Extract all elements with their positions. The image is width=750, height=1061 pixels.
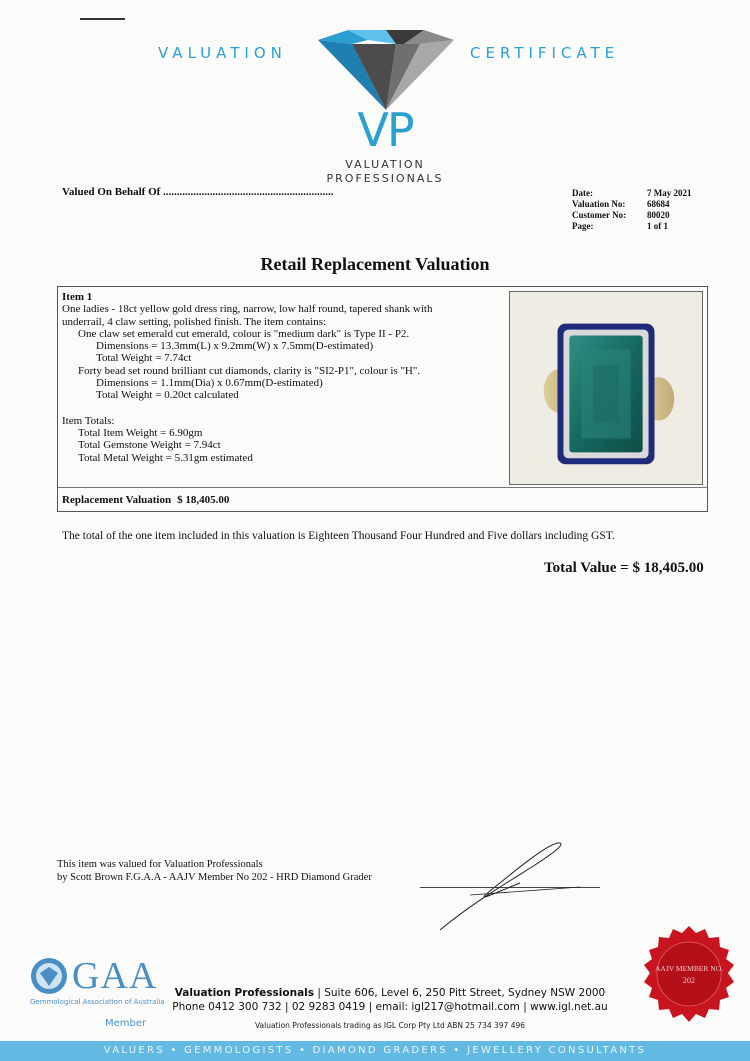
gaa-member: Member [105, 1018, 147, 1029]
summary-sentence: The total of the one item included in this valuation is Eighteen Thousand Four Hundred and Five dollars including GST. [62, 530, 615, 542]
meta-block [572, 188, 692, 232]
logo-subtitle-line1: VALUATION [345, 158, 425, 171]
valued-on-behalf: Valued On Behalf Of .............................................................. [62, 186, 334, 198]
meta-value: 68684 [647, 199, 670, 209]
header-certificate: CERTIFICATE [470, 44, 620, 62]
logo-subtitle [300, 158, 470, 186]
replacement-valuation [62, 494, 229, 506]
header-valuation: VALUATION [158, 44, 287, 62]
meta-row-date [572, 188, 692, 199]
gaa-subtitle: Gemmological Association of Australia [30, 998, 165, 1006]
signature-icon [430, 835, 600, 935]
total-value: Total Value = $ 18,405.00 [544, 560, 704, 576]
contact-phone-line: Phone 0412 300 732 | 02 9283 0419 | email: igl217@hotmail.com | www.igl.net.au [172, 1001, 608, 1013]
valuer-line1: This item was valued for Valuation Professionals [57, 859, 263, 870]
document-title: Retail Replacement Valuation [260, 254, 490, 274]
item-line: One ladies - 18ct yellow gold dress ring, narrow, low half round, tapered shank with [62, 303, 433, 316]
meta-row-customer-no [572, 210, 692, 221]
item-totals-label: Item Totals: [62, 414, 115, 427]
item-total: Total Metal Weight = 5.31gm estimated [78, 451, 253, 464]
item-line: Forty bead set round brilliant cut diamonds, clarity is "SI2-P1", colour is "H". [78, 364, 421, 377]
meta-value: 7 May 2021 [647, 188, 692, 198]
meta-value: 1 of 1 [647, 221, 668, 231]
meta-label: Page: [572, 221, 594, 231]
item-line: Total Weight = 0.20ct calculated [96, 389, 239, 402]
company-address: | Suite 606, Level 6, 250 Pitt Street, Sydney NSW 2000 [317, 987, 606, 999]
seal-number-text: 202 [683, 976, 695, 985]
item-total: Total Item Weight = 6.90gm [78, 426, 203, 439]
ring-photo [509, 291, 703, 485]
item-box-divider [58, 487, 707, 488]
logo-vp: VP [357, 103, 413, 157]
diamond-logo-icon [318, 30, 454, 110]
item-heading: Item 1 [62, 291, 93, 303]
item-line: Total Weight = 7.74ct [96, 352, 192, 365]
item-line: Dimensions = 1.1mm(Dia) x 0.67mm(D-estimated) [96, 377, 323, 390]
meta-label: Date: [572, 188, 593, 198]
seal-member-text: AAJV MEMBER NO. [655, 964, 723, 973]
meta-row-valuation-no [572, 199, 692, 210]
item-line: Dimensions = 13.3mm(L) x 9.2mm(W) x 7.5mm(D-estimated) [96, 340, 374, 353]
meta-label: Valuation No: [572, 199, 626, 209]
footer-strip: VALUERS • GEMMOLOGISTS • DIAMOND GRADERS • JEWELLERY CONSULTANTS [0, 1041, 750, 1061]
replacement-label: Replacement Valuation [62, 494, 172, 506]
top-dash [80, 18, 125, 20]
trading-note: Valuation Professionals trading as IGL Corp Pty Ltd ABN 25 734 397 496 [254, 1021, 526, 1030]
valuer-line2: by Scott Brown F.G.A.A - AAJV Member No 202 - HRD Diamond Grader [57, 872, 372, 883]
company-name: Valuation Professionals [174, 987, 315, 999]
item-description [62, 291, 507, 464]
gaa-emblem-icon [30, 957, 68, 995]
meta-row-page [572, 221, 692, 232]
contact-address-line [160, 986, 620, 1000]
logo-subtitle-line2: PROFESSIONALS [326, 172, 444, 185]
contact-block [160, 986, 620, 1014]
meta-value: 80020 [647, 210, 670, 220]
item-line: One claw set emerald cut emerald, colour is "medium dark" is Type II - P2. [78, 327, 410, 340]
item-line: underrail, 4 claw setting, polished finish. The item contains: [62, 315, 327, 328]
meta-label: Customer No: [572, 210, 627, 220]
valuer-statement [57, 858, 372, 884]
replacement-value: $ 18,405.00 [177, 494, 230, 506]
item-total: Total Gemstone Weight = 7.94ct [78, 439, 221, 452]
aajv-seal-icon [640, 925, 738, 1023]
gaa-logo-text: GAA [72, 955, 158, 997]
